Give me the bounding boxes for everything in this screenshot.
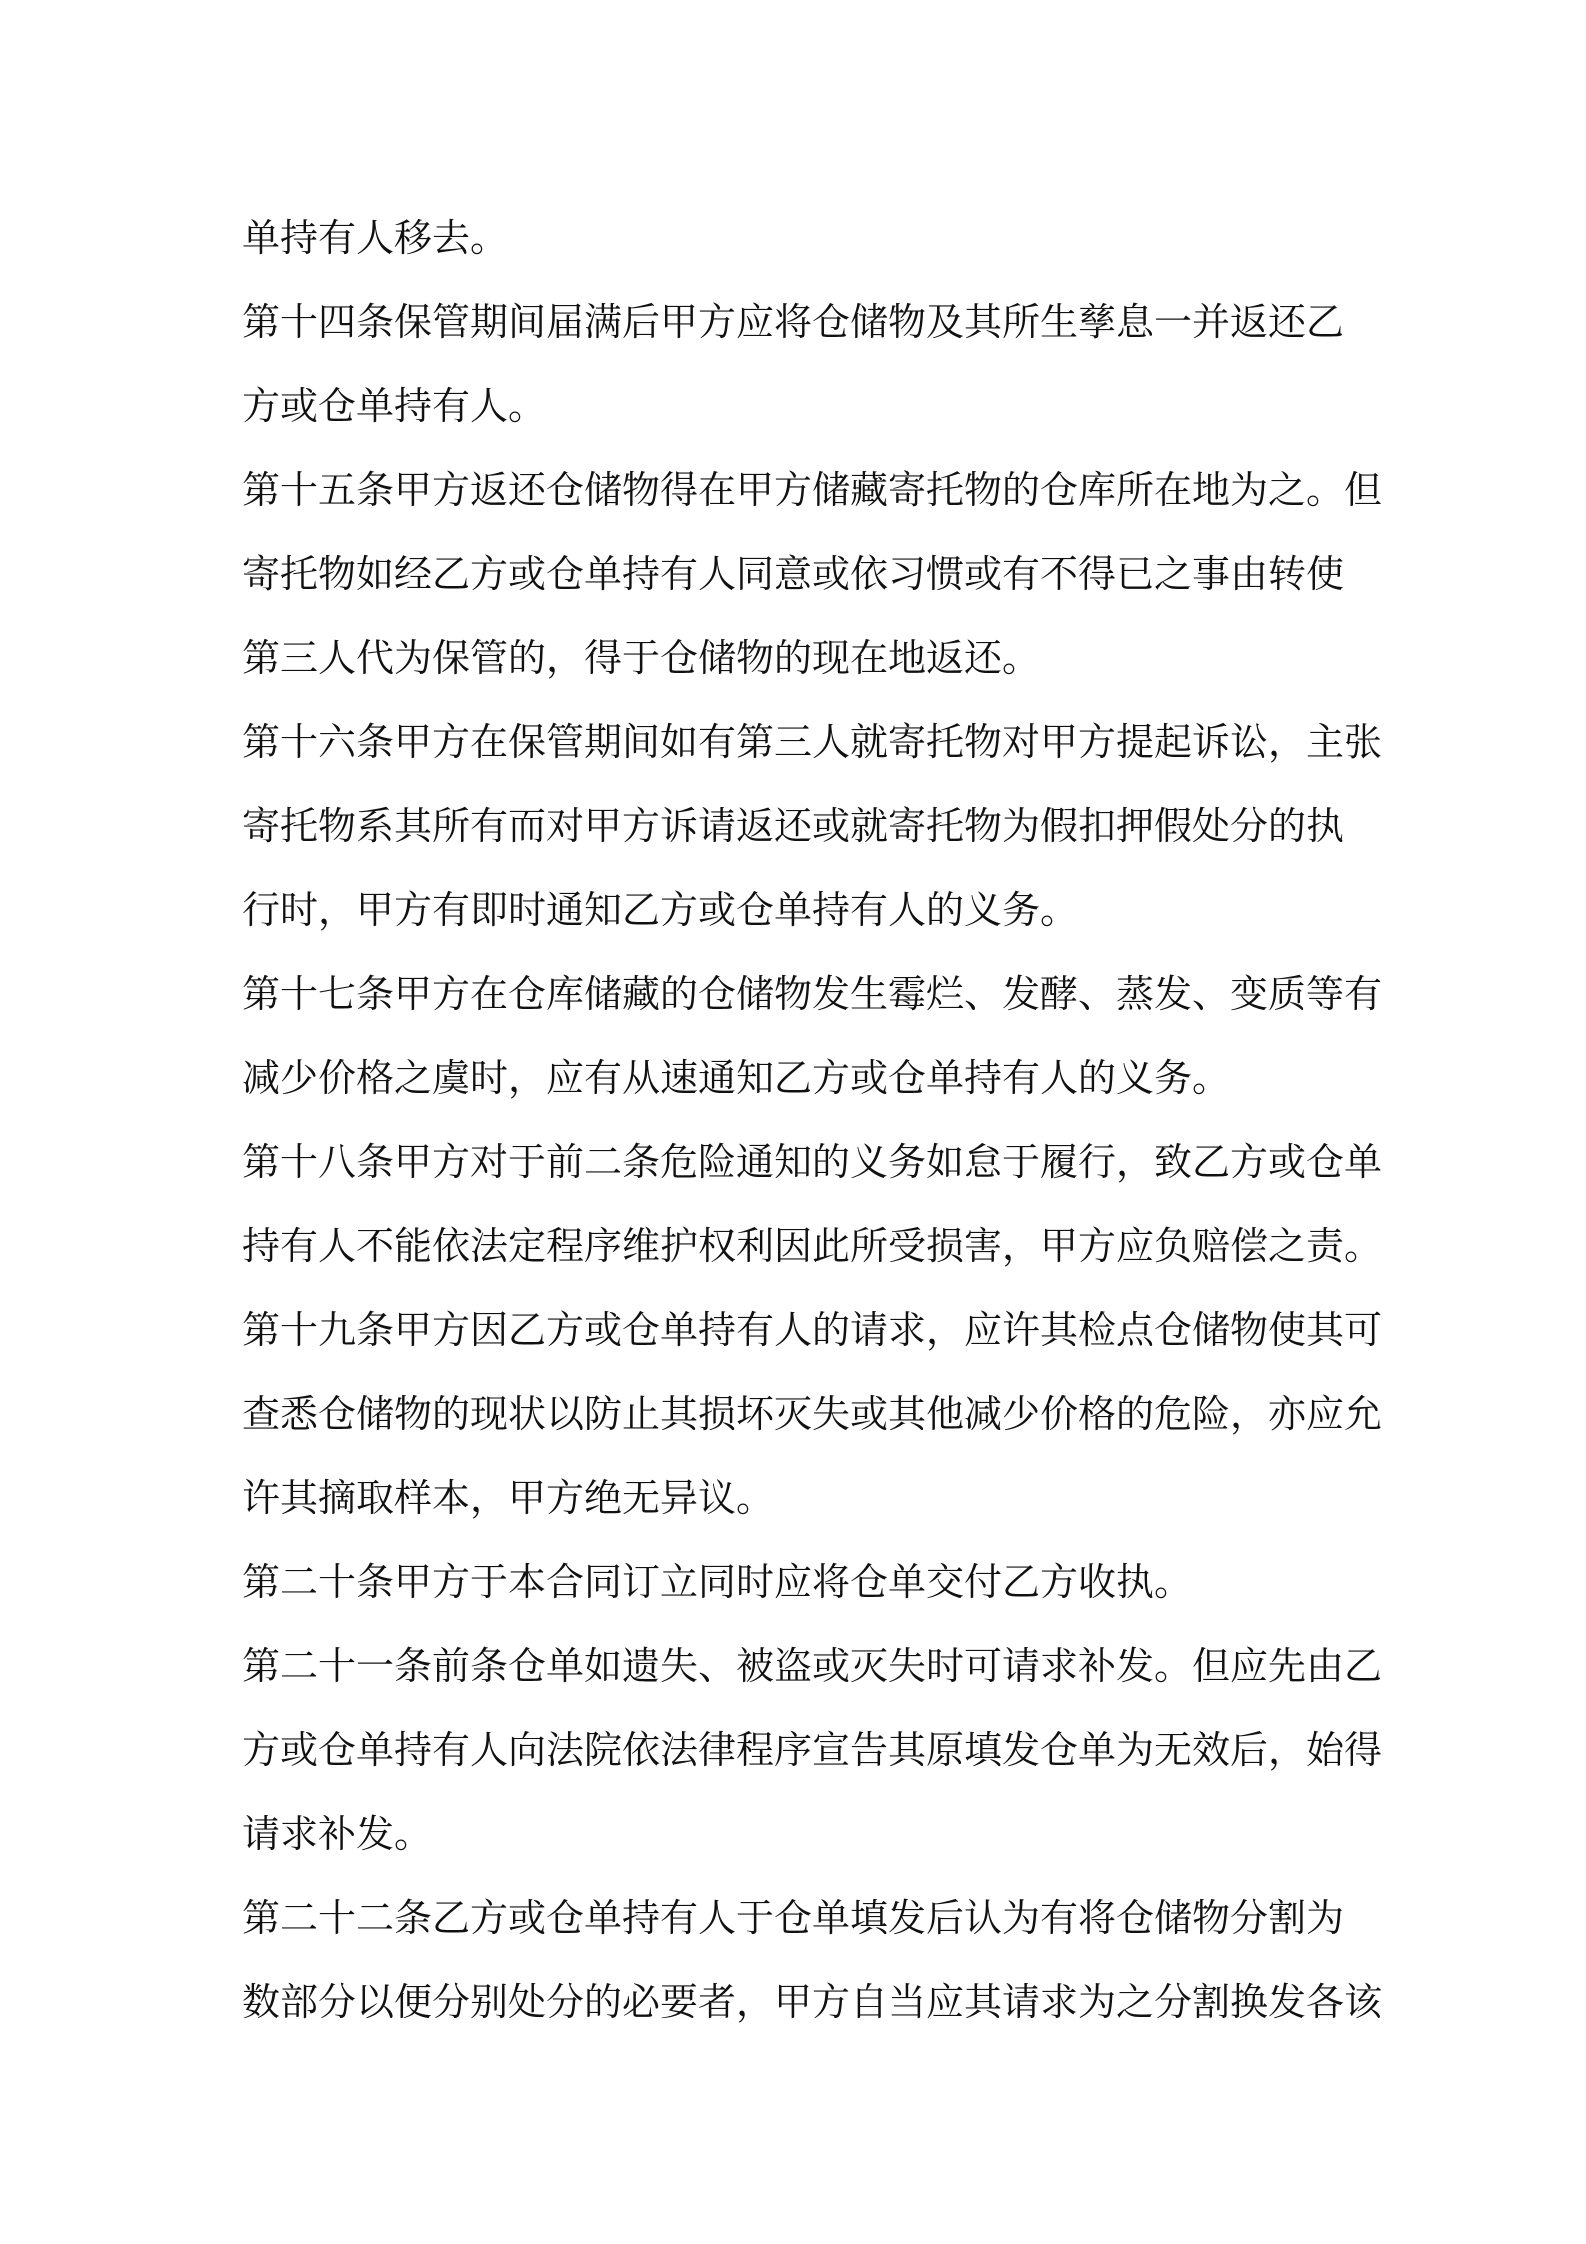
- text-line: 第十九条甲方因乙方或仓单持有人的请求，应许其检点仓储物使其可: [242, 1308, 1383, 1352]
- text-line: 查悉仓储物的现状以防止其损坏灭失或其他减少价格的危险，亦应允: [242, 1392, 1383, 1436]
- text-line: 第二十条甲方于本合同订立同时应将仓单交付乙方收执。: [242, 1560, 1193, 1604]
- text-line: 方或仓单持有人。: [242, 384, 547, 428]
- text-line: 第十六条甲方在保管期间如有第三人就寄托物对甲方提起诉讼，主张: [242, 720, 1383, 764]
- text-line: 第十四条保管期间届满后甲方应将仓储物及其所生孳息一并返还乙: [242, 300, 1345, 344]
- contract-text: [242, 196, 1383, 2044]
- text-line: 第二十二条乙方或仓单持有人于仓单填发后认为有将仓储物分割为: [242, 1896, 1345, 1940]
- text-line: 寄托物系其所有而对甲方诉请返还或就寄托物为假扣押假处分的执: [242, 804, 1345, 848]
- text-line: 第十五条甲方返还仓储物得在甲方储藏寄托物的仓库所在地为之。但: [242, 468, 1383, 512]
- text-line: 单持有人移去。: [242, 216, 509, 260]
- text-line: 请求补发。: [242, 1812, 433, 1856]
- text-line: 行时，甲方有即时通知乙方或仓单持有人的义务。: [242, 888, 1079, 932]
- text-line: 减少价格之虞时，应有从速通知乙方或仓单持有人的义务。: [242, 1056, 1231, 1100]
- text-line: 许其摘取样本，甲方绝无异议。: [242, 1476, 775, 1520]
- text-line: 第十八条甲方对于前二条危险通知的义务如怠于履行，致乙方或仓单: [242, 1140, 1383, 1184]
- text-line: 寄托物如经乙方或仓单持有人同意或依习惯或有不得已之事由转使: [242, 552, 1345, 596]
- text-line: 第十七条甲方在仓库储藏的仓储物发生霉烂、发酵、蒸发、变质等有: [242, 972, 1383, 1016]
- text-line: 数部分以便分别处分的必要者，甲方自当应其请求为之分割换发各该: [242, 1980, 1383, 2024]
- text-line: 持有人不能依法定程序维护权利因此所受损害，甲方应负赔偿之责。: [242, 1224, 1383, 1268]
- text-line: 方或仓单持有人向法院依法律程序宣告其原填发仓单为无效后，始得: [242, 1728, 1383, 1772]
- text-line: 第三人代为保管的，得于仓储物的现在地返还。: [242, 636, 1041, 680]
- text-line: 第二十一条前条仓单如遗失、被盗或灭失时可请求补发。但应先由乙: [242, 1644, 1383, 1688]
